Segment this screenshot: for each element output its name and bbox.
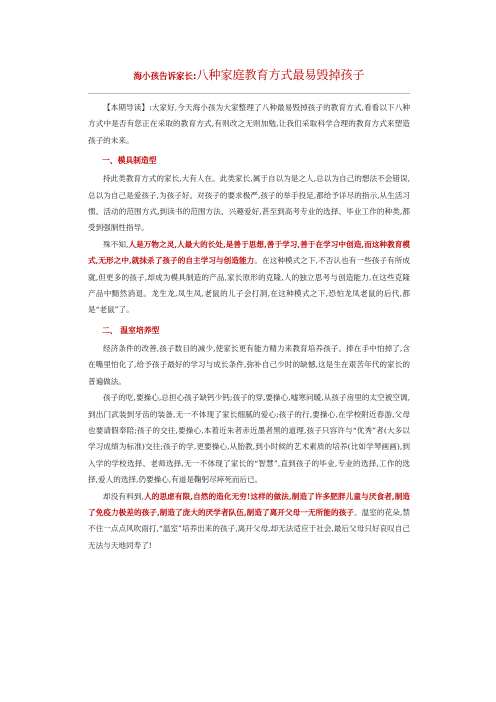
intro-paragraph: 【本期导读】:大家好,今天海小孩为大家整理了八种最易毁掉孩子的教育方式,看看以下八种方式中是否有您正在采取的教育方式,有则改之无则加勉,让我们采取科学合理的教育方式来塑造孩子的未来。 — [88, 103, 410, 145]
section-heading-1: 一、模具制造型 — [102, 156, 157, 166]
section1-p2-lead: 殊不知, — [103, 239, 129, 249]
section1-p2-rest: 。在这种模式之下,不否认也有一些孩子有所成就,但更多的孩子,却成为模具制造的产品,家长原形的克隆,人的独立思考与创造能力,在这些克隆产品中黯然消退。龙生龙,凤生凤,老鼠的儿子会打洞,在这种模式之下,恐怕龙凤老鼠的后代,都是“老鼠”了。 — [88, 256, 410, 315]
section2-paragraph-1: 经济条件的改善,孩子数目的减少,使家长更有能力精力来教育培养孩子。捧在手中怕掉了,含在嘴里怕化了,给予孩子最好的学习与成长条件,弥补自己少时的缺憾,这是生在艰苦年代的家长的普遍做法。 — [88, 343, 410, 386]
section2-paragraph-3 — [88, 489, 410, 555]
section1-paragraph-2 — [88, 237, 410, 319]
section1-paragraph-1: 持此类教育方式的家长,大有人在。此类家长,属于自以为是之人,总以为自己的想法不会错误,总以为自己是爱孩子,为孩子好。对孩子的要求极严,孩子的举手投足,都给予详尽的指示,从生活习惯、活动的范围方式,到读书的范围方法、兴趣爱好,甚至到高考专业的选择、毕业工作的种类,都受到强制性指导。 — [88, 174, 410, 233]
document-page — [88, 62, 410, 554]
title-divider — [88, 93, 410, 94]
title-prefix: 海小孩告诉家长: — [133, 72, 197, 82]
title-main: 八种家庭教育方式最易毁掉孩子 — [196, 68, 365, 82]
section2-p3-rest: 。温室的花朵,禁不住一点点风吹雨打,“温室”培养出来的孩子,离开父母,却无法适应于社会,最后父母只好哀叹自己无法与天地同寿了! — [88, 507, 410, 550]
section-heading-2: 二、 温室培养型 — [102, 325, 160, 335]
section1-p2-highlight: 人是万物之灵,人最大的长处,是善于思想,善于学习,善于在学习中创造,而这种教育模式,无形之中,就抹杀了孩子的自主学习与创造能力 — [88, 239, 410, 266]
document-title — [88, 64, 410, 83]
section2-paragraph-2: 孩子的吃,要操心,总担心孩子缺钙少钙;孩子的穿,要操心,嘘寒问暖,从孩子房里的太空被空调,到出门武装到牙齿的装备,无一不体现了家长细腻的爱心;孩子的行,要操心,在学校附近春游,父母也要请假奉陪;孩子的交往,要操心,本着近朱者赤近墨者黑的道理,孩子只容许与“优秀”者(大多以学习成绩为标准)交往;孩子的学,更要操心,从胎教,到小时候的艺术素质的培养(比如学琴画画),到入学的学校选择、老师选择,无一不体现了家长的“智慧”,直到孩子的毕业,专业的选择,工作的选择,爱人的选择,仍要操心,有道是鞠躬尽瘁死而后已。 — [88, 393, 410, 485]
section2-p3-highlight: 人的思虑有限,自然的造化无穷!这样的做法,制造了许多肥胖儿童与厌食者,制造了免疫力极差的孩子,制造了庞大的厌学者队伍,制造了离开父母一无所能的孩子 — [88, 491, 410, 517]
section2-p3-lead: 却没有料到, — [103, 491, 144, 501]
